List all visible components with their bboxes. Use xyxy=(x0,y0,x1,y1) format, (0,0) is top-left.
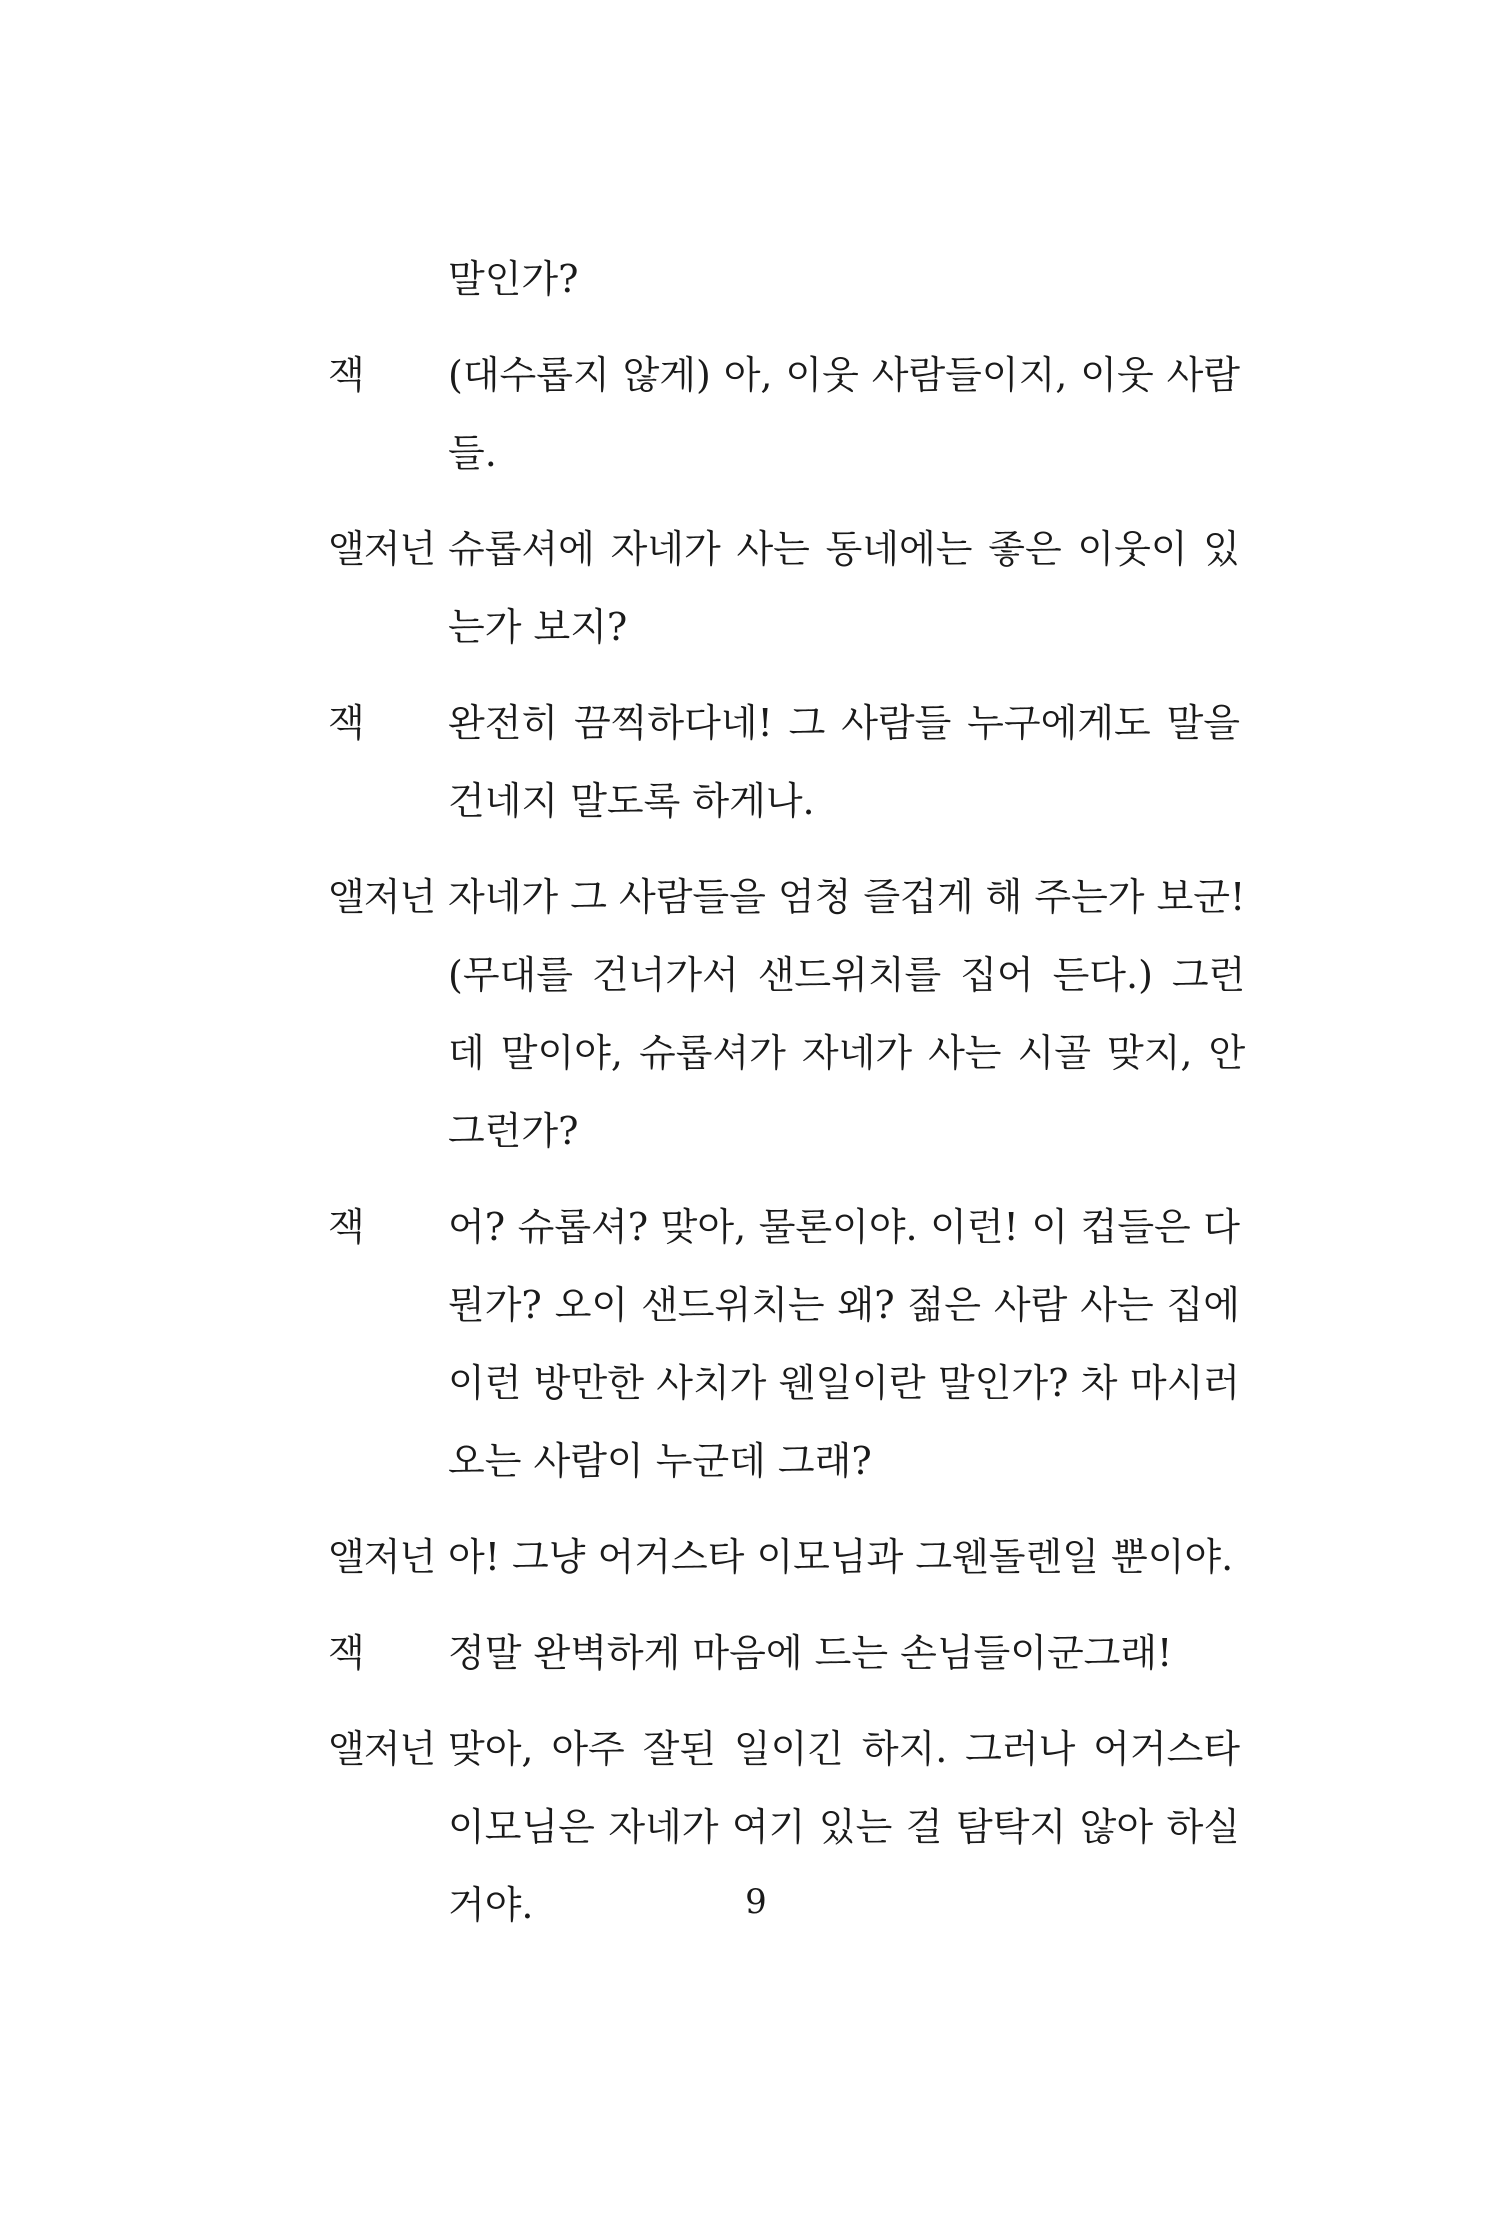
speech-line: 들. xyxy=(448,431,497,475)
speech-line: 이런 방만한 사치가 웬일이란 말인가? 차 마시러 xyxy=(448,1361,1240,1405)
speech-line: 슈롭셔에 자네가 사는 동네에는 좋은 이웃이 있 xyxy=(448,527,1240,571)
speech-line: 완전히 끔찍하다네! 그 사람들 누구에게도 말을 xyxy=(448,701,1240,745)
speaker-name: 앨저넌 xyxy=(328,1727,436,1771)
speech-line: (대수롭지 않게) 아, 이웃 사람들이지, 이웃 사람 xyxy=(448,353,1240,397)
speaker-name: 앨저넌 xyxy=(328,1535,436,1579)
speech-text xyxy=(448,1614,1240,1692)
speaker-name: 앨저넌 xyxy=(328,527,436,571)
speaker-name: 잭 xyxy=(328,701,364,745)
speech-line: 말인가? xyxy=(448,257,579,301)
dialogue-entry xyxy=(328,684,1240,840)
speech-line: (무대를 건너가서 샌드위치를 집어 든다.) 그런 xyxy=(448,953,1246,997)
speech-line: 이모님은 자네가 여기 있는 걸 탐탁지 않아 하실 xyxy=(448,1805,1240,1849)
page-number: 9 xyxy=(745,1882,767,1922)
speech-line: 데 말이야, 슈롭셔가 자네가 사는 시골 맞지, 안 xyxy=(448,1031,1246,1075)
play-script xyxy=(328,240,1246,1962)
speech-text xyxy=(448,1518,1240,1596)
speech-text xyxy=(448,684,1240,840)
speech-line: 는가 보지? xyxy=(448,605,628,649)
dialogue-entry xyxy=(328,1188,1240,1500)
speech-line: 건네지 말도록 하게나. xyxy=(448,779,815,823)
speech-line: 어? 슈롭셔? 맞아, 물론이야. 이런! 이 컵들은 다 xyxy=(448,1205,1240,1249)
speaker-name: 잭 xyxy=(328,353,364,397)
dialogue-entry xyxy=(328,858,1246,1170)
dialogue-entry xyxy=(328,240,1240,318)
speech-line: 오는 사람이 누군데 그래? xyxy=(448,1439,872,1483)
speech-line: 그런가? xyxy=(448,1109,579,1153)
dialogue-entry xyxy=(328,1518,1240,1596)
speaker-name: 앨저넌 xyxy=(328,875,436,919)
dialogue-entry xyxy=(328,1614,1240,1692)
speaker-name: 잭 xyxy=(328,1631,364,1675)
speaker-name: 잭 xyxy=(328,1205,364,1249)
speech-line: 아! 그냥 어거스타 이모님과 그웬돌렌일 뿐이야. xyxy=(448,1535,1234,1579)
speech-line: 거야. xyxy=(448,1883,534,1927)
speech-text xyxy=(448,510,1240,666)
speech-line: 맞아, 아주 잘된 일이긴 하지. 그러나 어거스타 xyxy=(448,1727,1240,1771)
speech-text xyxy=(448,858,1245,1170)
dialogue-entry xyxy=(328,510,1240,666)
speech-line: 자네가 그 사람들을 엄청 즐겁게 해 주는가 보군! xyxy=(448,875,1246,919)
speech-text xyxy=(448,1188,1240,1500)
speech-line: 정말 완벽하게 마음에 드는 손님들이군그래! xyxy=(448,1631,1173,1675)
speech-line: 뭔가? 오이 샌드위치는 왜? 젊은 사람 사는 집에 xyxy=(448,1283,1240,1327)
speech-text xyxy=(448,240,1240,318)
dialogue-entry xyxy=(328,336,1240,492)
speech-text xyxy=(448,336,1240,492)
